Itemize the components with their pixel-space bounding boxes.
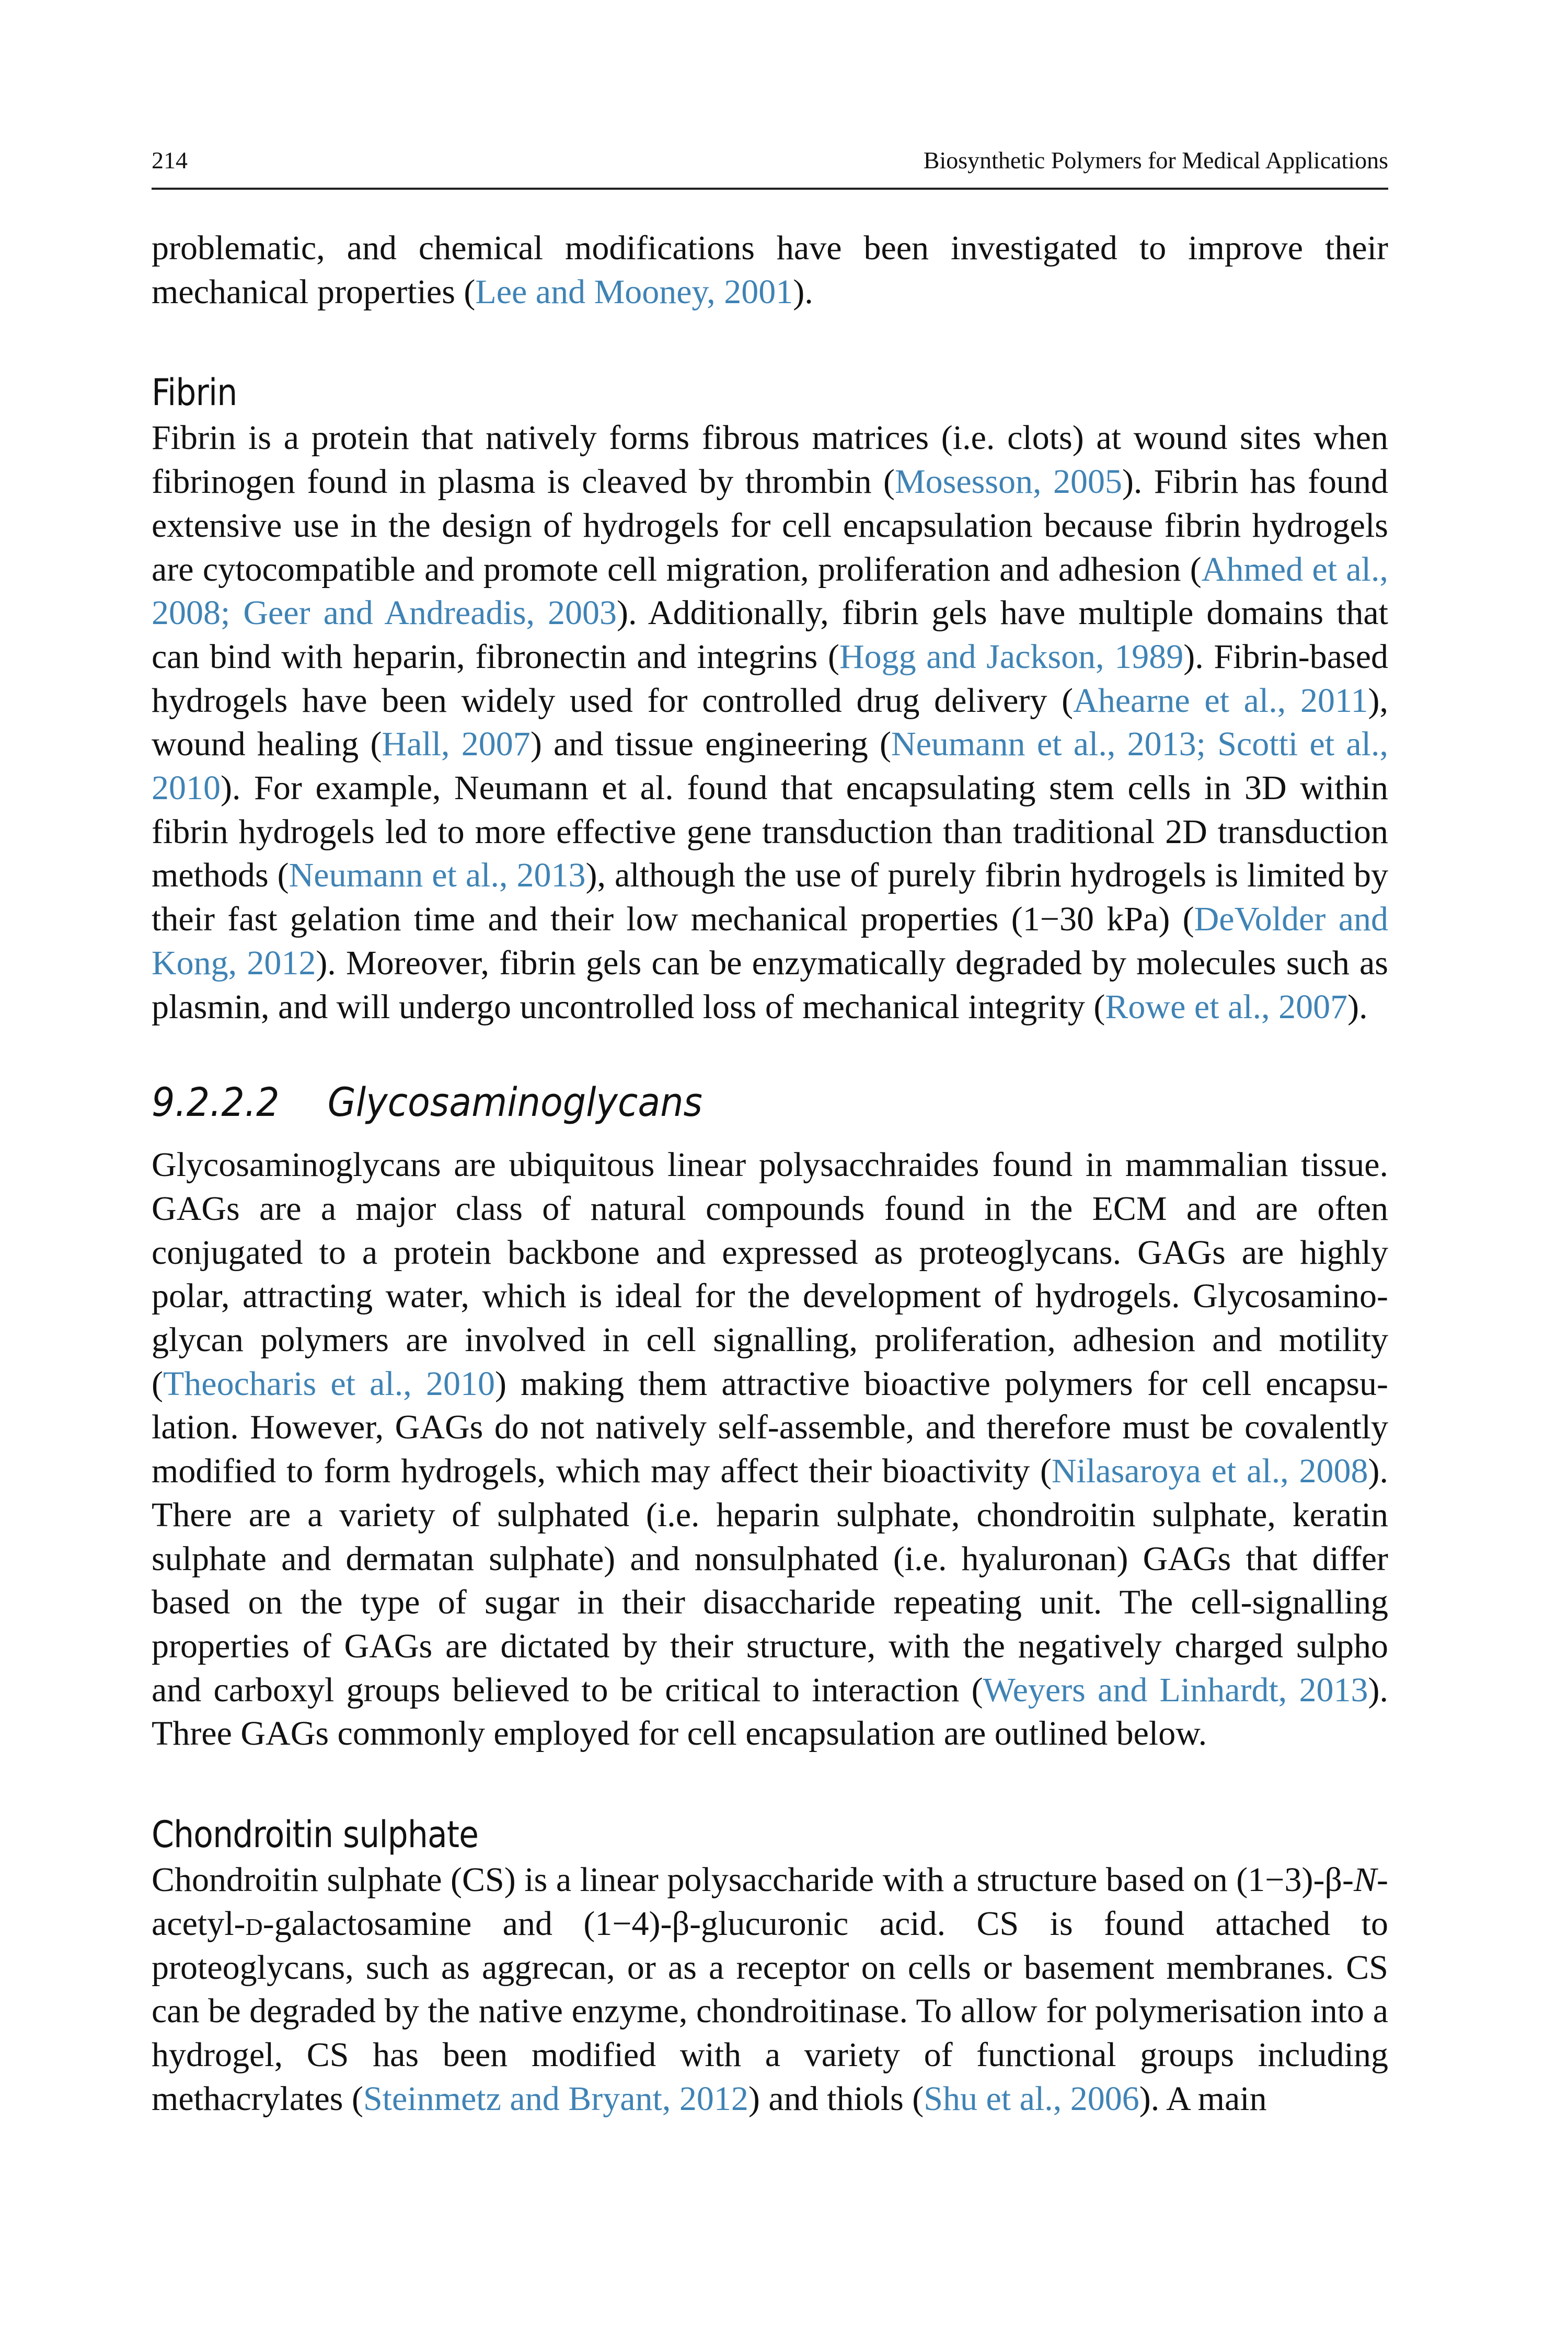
citation-link[interactable]: Nilasaroya et al., 2008	[1051, 1452, 1368, 1491]
citation-link[interactable]: Neumann et al., 2013; Scotti et al., 2010	[152, 725, 1388, 808]
glycosaminoglycans-paragraph	[152, 1143, 1388, 1756]
running-head	[152, 146, 1388, 190]
text-run: ).	[793, 272, 813, 311]
section-title: Glycosaminoglycans	[327, 1079, 702, 1126]
citation-link[interactable]: Weyers and Linhardt, 2013	[983, 1670, 1368, 1709]
text-run: ), wound healing (	[152, 681, 1389, 764]
fibrin-heading: Fibrin	[152, 371, 237, 414]
citation-link[interactable]: Rowe et al., 2007	[1105, 987, 1348, 1026]
citation-link[interactable]: Ahearne et al., 2011	[1073, 681, 1368, 720]
chondroitin-paragraph	[152, 1858, 1388, 2120]
page-content	[152, 146, 1388, 2120]
text-run: ) and tissue engineering (	[530, 725, 891, 764]
citation-link[interactable]: Mosesson, 2005	[895, 463, 1122, 501]
chondroitin-heading: Chondroitin sulphate	[152, 1813, 479, 1857]
text-run: -galactosamine and (1−4)-β-glucuronic acid. CS is found attached to proteoglycans, such as aggrecan, or as a receptor on cells or basement membranes. CS can be degraded by the native enzyme, chondroitinase. To allow for polymerisation into a hydrogel, CS has been modified with a variety of functional groups including methacrylates (	[152, 1904, 1388, 2118]
text-run: ) and thiols (	[748, 2079, 924, 2118]
citation-link[interactable]: Steinmetz and Bryant, 2012	[363, 2079, 748, 2118]
text-run: ). Three GAGs commonly employed for cell encapsulation are outlined below.	[152, 1670, 1388, 1753]
section-number: 9.2.2.2	[152, 1079, 280, 1126]
citation-link[interactable]: Shu et al., 2006	[924, 2079, 1139, 2118]
text-run: Chondroitin sulphate (CS) is a linear polysaccharide with a structure based on (1−3)-β-	[152, 1861, 1354, 1899]
section-heading-glycosaminoglycans	[152, 1079, 1289, 1125]
text-run: ). Moreover, fibrin gels can be enzymatically degraded by molecules such as plasmin, and will undergo uncontrolled loss of mechanical integrity (	[152, 943, 1388, 1026]
text-run: ) making them attractive bioactive polymers for cell encapsulation. However, GAGs do not natively self-assemble, and therefore must be covalently modified to form hydrogels, which may affect their bioactivity (	[152, 1364, 1388, 1491]
citation-link[interactable]: Hall, 2007	[382, 725, 531, 764]
citation-link[interactable]: DeVolder and Kong, 2012	[152, 900, 1388, 982]
citation-link[interactable]: Lee and Mooney, 2001	[475, 272, 793, 311]
text-run: ). Fibrin-based hydrogels have been widely used for controlled drug delivery (	[152, 637, 1388, 720]
text-run: -acetyl-	[152, 1861, 1388, 1943]
text-run: ).	[1347, 987, 1368, 1026]
page-number: 214	[152, 147, 188, 174]
citation-link[interactable]: Neumann et al., 2013	[289, 856, 586, 895]
text-run: ). For example, Neumann et al. found that encapsulating stem cells in 3D within fibrin hydrogels led to more effective gene transduction than traditional 2D transduction methods (	[152, 769, 1388, 895]
text-run: ). There are a variety of sulphated (i.e. heparin sulphate, chondroitin sulphate, keratin sulphate and dermatan sulphate) and nonsulphated (i.e. hyaluronan) GAGs that differ based on the type of sugar in their disaccharide repeating unit. The cell-signalling properties of GAGs are dictated by their structure, with the negatively charged sulpho and carboxyl groups believed to be critical to interaction (	[152, 1452, 1388, 1709]
book-title: Biosynthetic Polymers for Medical Applications	[923, 147, 1388, 174]
text-run: ). Fibrin has found extensive use in the design of hydrogels for cell encapsulation because fibrin hydrogels are cytocompatible and promote cell migration, proliferation and adhesion (	[152, 463, 1388, 589]
text-run: ). Additionally, fibrin gels have multiple domains that can bind with heparin, fibronectin and integrins (	[152, 594, 1388, 676]
text-run: ). A main	[1139, 2079, 1267, 2118]
citation-link[interactable]: Ahmed et al., 2008; Geer and Andreadis, 2003	[152, 550, 1388, 632]
text-run: Glycosaminoglycans are ubiquitous linear polysacchraides found in mammalian tissue. GAGs are a major class of natural compounds found in the ECM and are often conjugated to a protein backbone and expressed as proteoglycans. GAGs are highly polar, attracting water, which is ideal for the development of hydrogels. Glycosaminoglycan polymers are involved in cell signalling, proliferation, adhesion and motility (	[152, 1146, 1388, 1403]
italic-text: N	[1353, 1861, 1377, 1899]
intro-paragraph	[152, 226, 1388, 314]
text-run: problematic, and chemical modifications have been investigated to improve their mechanical properties (	[152, 229, 1388, 311]
text-run: Fibrin is a protein that natively forms fibrous matrices (i.e. clots) at wound sites when fibrinogen found in plasma is cleaved by thrombin (	[152, 419, 1388, 501]
citation-link[interactable]: Hogg and Jackson, 1989	[839, 637, 1184, 676]
citation-link[interactable]: Theocharis et al., 2010	[163, 1364, 495, 1403]
text-run: ), although the use of purely fibrin hydrogels is limited by their fast gelation time and their low mechanical properties (1−30 kPa) (	[152, 856, 1388, 939]
smallcaps-text: d	[245, 1904, 263, 1943]
fibrin-paragraph	[152, 416, 1388, 1029]
